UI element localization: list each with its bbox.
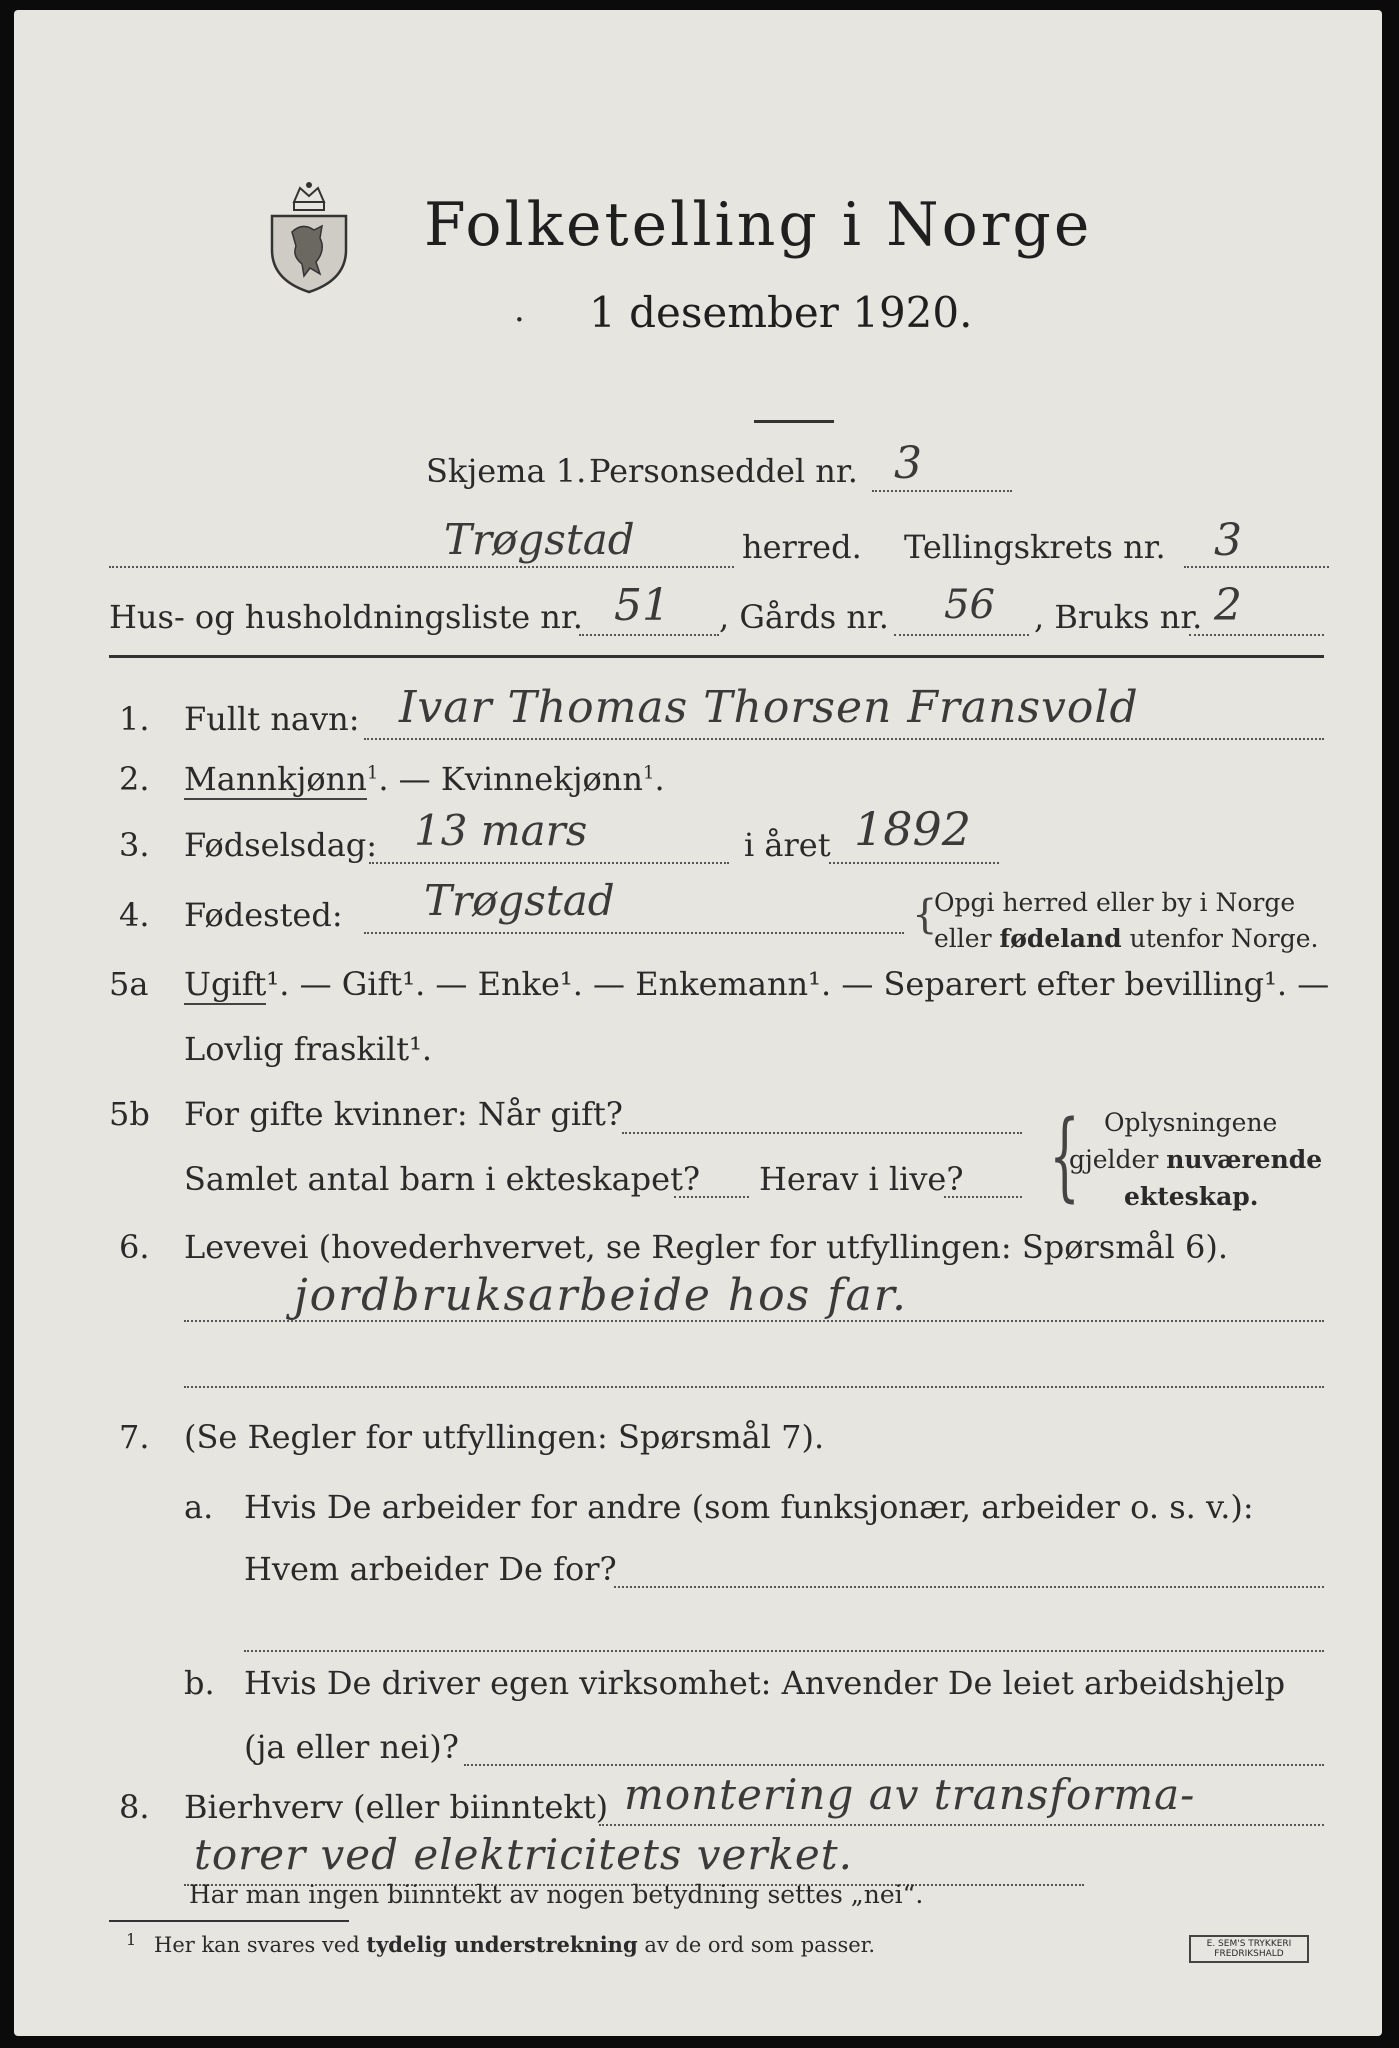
personseddel-label: Personseddel nr. <box>589 452 858 490</box>
schema-label: Skjema 1. <box>426 452 587 490</box>
header-divider <box>109 655 1324 658</box>
marital-other-options[interactable]: ¹. — Gift¹. — Enke¹. — Enkemann¹. — Separert efter bevilling¹. — <box>266 965 1330 1003</box>
q4-brace: { <box>912 892 938 938</box>
q1-number: 1. <box>119 700 150 738</box>
full-name-value: Ivar Thomas Thorsen Fransvold <box>399 682 1139 733</box>
full-name-field[interactable] <box>364 738 1324 740</box>
q7b-letter: b. <box>184 1664 215 1702</box>
q8-number: 8. <box>119 1788 150 1826</box>
census-date: 1 desember 1920. <box>589 288 973 337</box>
female-option[interactable]: . — Kvinnekjønn <box>378 760 643 798</box>
hired-help-field[interactable] <box>464 1764 1324 1766</box>
q5b-note-line1: Oplysningene <box>1104 1108 1278 1137</box>
q4-number: 4. <box>119 896 150 934</box>
printer-stamp: E. SEM'S TRYKKERI FREDRIKSHALD <box>1189 1935 1309 1963</box>
footnote-divider <box>109 1920 349 1922</box>
gards-field[interactable] <box>894 634 1029 636</box>
q7a-employer-label: Hvem arbeider De for? <box>244 1550 617 1588</box>
year-label: i året <box>744 826 831 864</box>
q4-note-line1: Opgi herred eller by i Norge <box>934 888 1296 917</box>
birth-year-value: 1892 <box>854 802 972 856</box>
personseddel-field[interactable] <box>872 490 1012 492</box>
employer-field-1[interactable] <box>614 1586 1324 1588</box>
q5a-line2[interactable]: Lovlig fraskilt¹. <box>184 1030 433 1068</box>
norwegian-coat-of-arms-icon <box>264 180 354 295</box>
q6-number: 6. <box>119 1228 150 1266</box>
q8-note: Har man ingen biinntekt av nogen betydning settes „nei“. <box>189 1880 924 1909</box>
children-total-field[interactable] <box>674 1196 749 1198</box>
q7-number: 7. <box>119 1418 150 1456</box>
bruks-field[interactable] <box>1189 634 1324 636</box>
hus-label: Hus- og husholdningsliste nr. <box>109 598 583 636</box>
q5b-brace: { <box>1049 1100 1080 1212</box>
q2-options: Mannkjønn$^1$. — Kvinnekjønn$^1$. <box>184 760 665 798</box>
bruks-nr: 2 <box>1214 580 1242 631</box>
footnote-marker: 1 <box>126 1930 137 1949</box>
personseddel-nr: 3 <box>894 438 922 489</box>
hus-field[interactable] <box>579 634 719 636</box>
hus-nr: 51 <box>614 580 670 631</box>
birthday-value: 13 mars <box>414 806 588 855</box>
q7b-label: Hvis De driver egen virksomhet: Anvender De leiet arbeidshjelp <box>244 1664 1286 1702</box>
q7a-label: Hvis De arbeider for andre (som funksjonær, arbeider o. s. v.): <box>244 1488 1254 1526</box>
birth-year-field[interactable] <box>829 862 999 864</box>
q5b-note-line3: ekteskap. <box>1124 1182 1259 1211</box>
footnote-text: Her kan svares ved tydelig understrekning av de ord som passer. <box>154 1932 876 1957</box>
q8-label: Bierhverv (eller biinntekt) <box>184 1788 609 1826</box>
q1-label: Fullt navn: <box>184 700 360 738</box>
q3-number: 3. <box>119 826 150 864</box>
ugift-option[interactable]: Ugift <box>184 965 267 1003</box>
q5b-children-label: Samlet antal barn i ekteskapet? <box>184 1160 701 1198</box>
q7-label: (Se Regler for utfyllingen: Spørsmål 7). <box>184 1418 825 1456</box>
employer-field-2[interactable] <box>244 1650 1324 1652</box>
side-income-value-1: montering av transforma- <box>624 1770 1196 1819</box>
married-when-field[interactable] <box>622 1132 1022 1134</box>
gards-label: , Gårds nr. <box>719 598 889 636</box>
herred-label: herred. <box>742 528 862 566</box>
occupation-field-2[interactable] <box>184 1386 1324 1388</box>
q5a-options <box>184 965 1329 1003</box>
q4-label: Fødested: <box>184 896 343 934</box>
side-income-field-1[interactable] <box>599 1824 1324 1826</box>
side-income-value-2: torer ved elektricitets verket. <box>194 1830 853 1879</box>
occupation-value: jordbruksarbeide hos far. <box>294 1270 908 1321</box>
male-option[interactable]: Mannkjønn <box>184 760 367 798</box>
bruks-label: , Bruks nr. <box>1034 598 1203 636</box>
tellingskrets-field[interactable] <box>1184 566 1329 568</box>
q3-label: Fødselsdag: <box>184 826 378 864</box>
tellingskrets-nr: 3 <box>1214 515 1242 566</box>
q2-number: 2. <box>119 760 150 798</box>
q6-label: Levevei (hovederhvervet, se Regler for utfyllingen: Spørsmål 6). <box>184 1228 1229 1266</box>
title-bullet: · <box>514 300 525 340</box>
q5b-number: 5b <box>109 1095 150 1133</box>
q5b-note-line2: gjelder nuværende <box>1069 1145 1323 1174</box>
q4-note-line2: eller fødeland utenfor Norge. <box>934 924 1319 953</box>
gards-nr: 56 <box>944 582 995 628</box>
census-form <box>14 10 1382 2036</box>
birthplace-value: Trøgstad <box>424 876 615 925</box>
tellingskrets-label: Tellingskrets nr. <box>904 528 1166 566</box>
title-divider <box>754 420 834 423</box>
herred-field[interactable] <box>109 566 734 568</box>
q5b-alive-label: Herav i live? <box>759 1160 964 1198</box>
form-title: Folketelling i Norge <box>424 190 1093 260</box>
birthplace-field[interactable] <box>364 932 904 934</box>
herred-value: Trøgstad <box>444 515 635 564</box>
q7a-letter: a. <box>184 1488 214 1526</box>
q7b-hired-help-label: (ja eller nei)? <box>244 1728 459 1766</box>
birthday-field[interactable] <box>369 862 729 864</box>
children-alive-field[interactable] <box>944 1196 1022 1198</box>
q5a-number: 5a <box>109 965 149 1003</box>
q5b-label: For gifte kvinner: Når gift? <box>184 1095 623 1133</box>
